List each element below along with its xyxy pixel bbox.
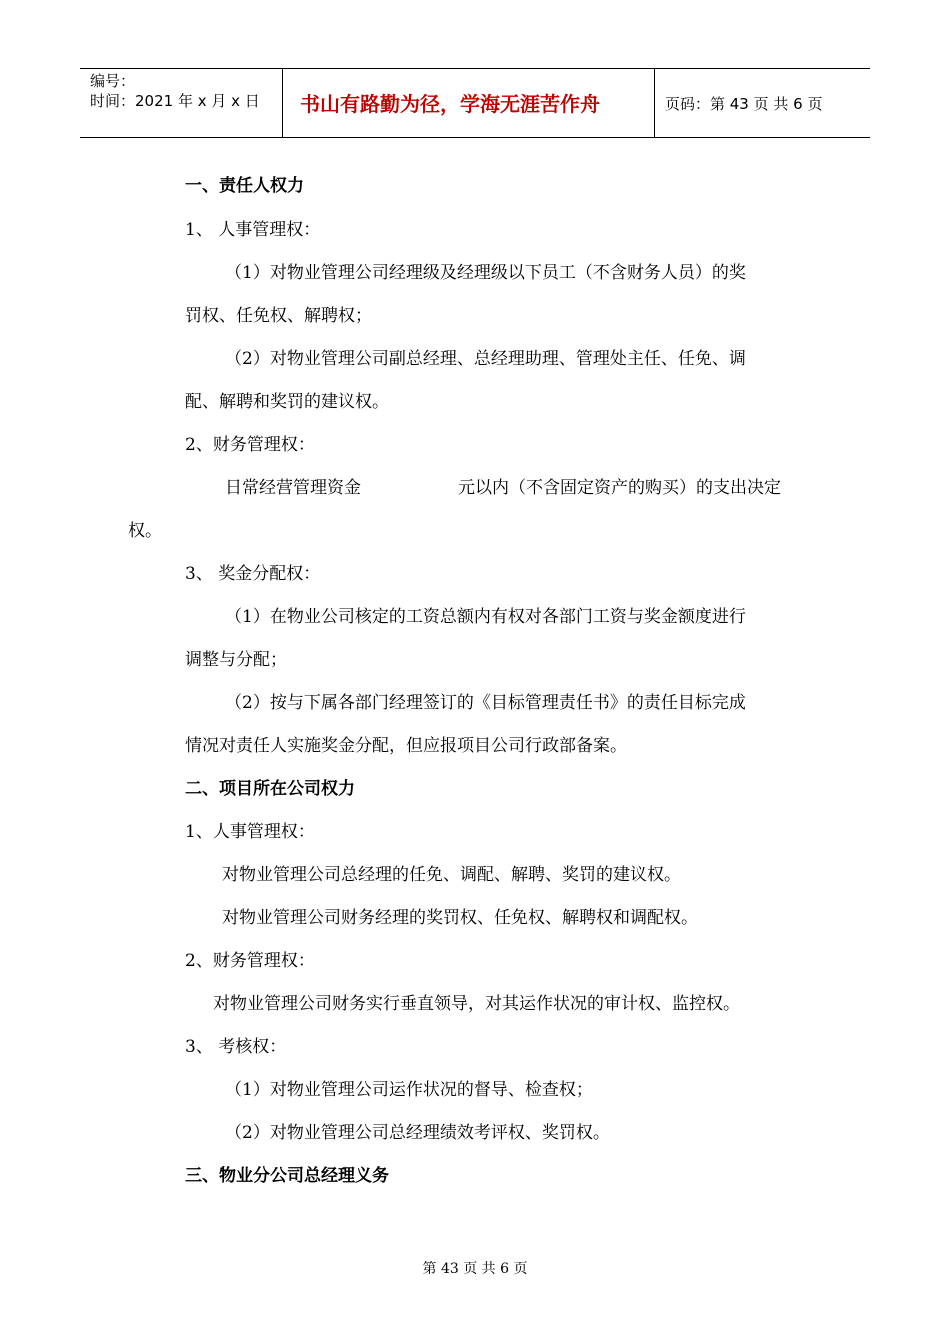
serial-label: 编号：	[90, 72, 136, 90]
paragraph-line: （1）在物业公司核定的工资总额内有权对各部门工资与奖金额度进行	[225, 607, 746, 627]
paragraph-line: 配、解聘和奖罚的建议权。	[185, 392, 389, 412]
paragraph-line: 日常经营管理资金	[225, 478, 361, 498]
item-heading: 2、财务管理权：	[185, 951, 315, 971]
item-heading: 1、 人事管理权：	[185, 220, 321, 240]
header-motto: 书山有路勤为径，学海无涯苦作舟	[300, 92, 600, 116]
section-1-title: 一、责任人权力	[185, 176, 304, 196]
paragraph-line: 权。	[128, 521, 162, 541]
header-divider	[654, 69, 655, 137]
section-2-title: 二、项目所在公司权力	[185, 779, 355, 799]
paragraph-line: （2）对物业管理公司副总经理、总经理助理、管理处主任、任免、调	[225, 349, 746, 369]
section-3-title: 三、物业分公司总经理义务	[185, 1166, 389, 1186]
paragraph-line: （2）按与下属各部门经理签订的《目标管理责任书》的责任目标完成	[225, 693, 746, 713]
header-divider	[282, 69, 283, 137]
paragraph-line: （2）对物业管理公司总经理绩效考评权、奖罚权。	[225, 1123, 610, 1143]
paragraph-line: （1）对物业管理公司运作状况的督导、检查权；	[225, 1080, 593, 1100]
item-heading: 2、财务管理权：	[185, 435, 315, 455]
date-line: 时间：2021 年 x 月 x 日	[90, 92, 260, 110]
paragraph-line: 罚权、任免权、解聘权；	[185, 306, 372, 326]
paragraph-line: 对物业管理公司财务经理的奖罚权、任免权、解聘权和调配权。	[222, 908, 698, 928]
item-heading: 3、 奖金分配权：	[185, 564, 321, 584]
paragraph-line: 调整与分配；	[185, 650, 287, 670]
item-heading: 1、人事管理权：	[185, 822, 315, 842]
paragraph-line: （1）对物业管理公司经理级及经理级以下员工（不含财务人员）的奖	[225, 263, 746, 283]
page-footer: 第 43 页 共 6 页	[422, 1261, 528, 1277]
paragraph-line: 对物业管理公司总经理的任免、调配、解聘、奖罚的建议权。	[222, 865, 681, 885]
paragraph-line: 对物业管理公司财务实行垂直领导，对其运作状况的审计权、监控权。	[213, 994, 740, 1014]
paragraph-line: 情况对责任人实施奖金分配，但应报项目公司行政部备案。	[185, 736, 627, 756]
header-page-info: 页码：第 43 页 共 6 页	[665, 95, 823, 113]
item-heading: 3、 考核权：	[185, 1037, 287, 1057]
paragraph-line: 元以内（不含固定资产的购买）的支出决定	[458, 478, 781, 498]
